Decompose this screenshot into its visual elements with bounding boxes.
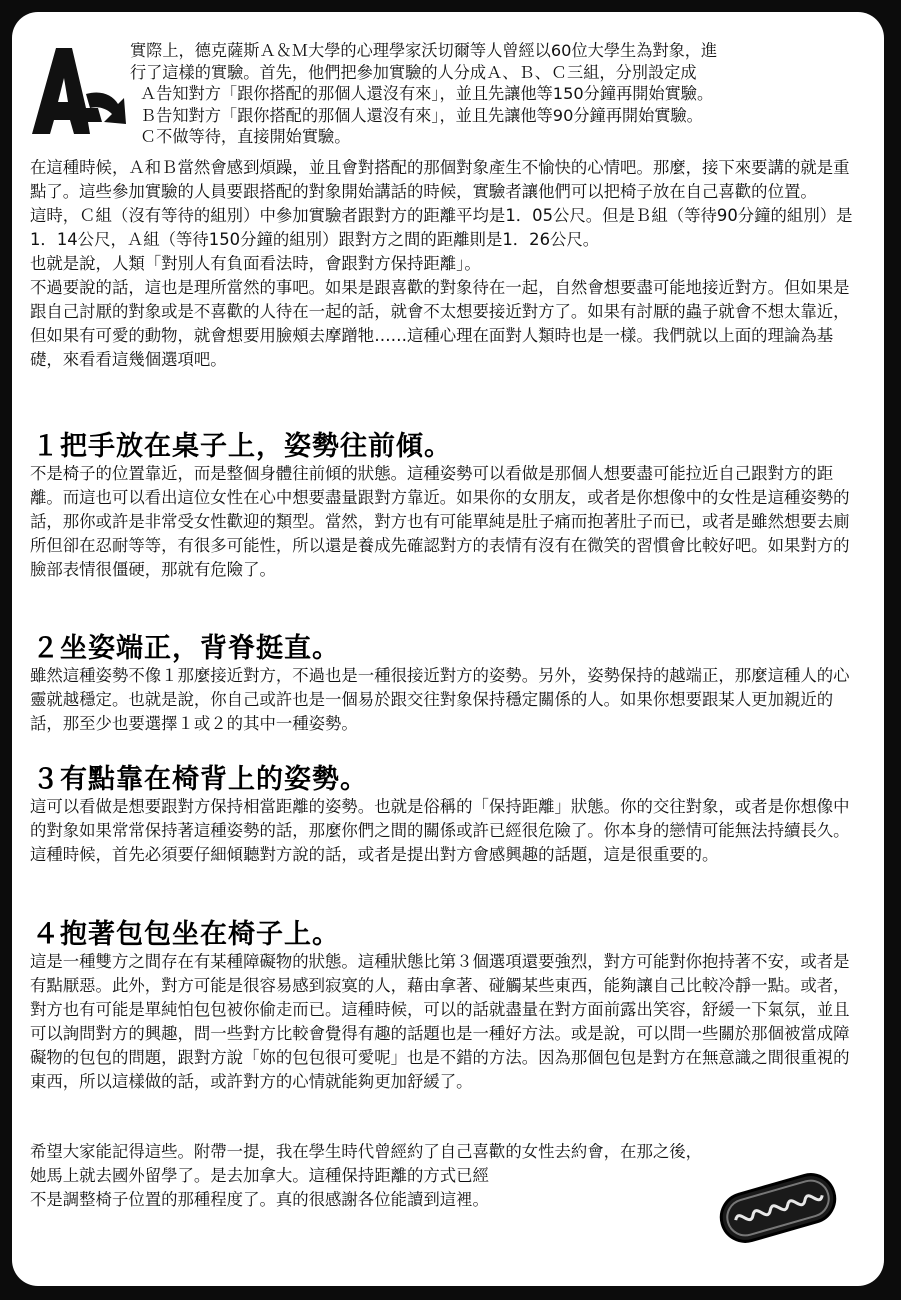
- section-text-4: [30, 950, 860, 1094]
- section-text-1: [30, 462, 860, 582]
- intro-line: Ｃ不做等待，直接開始實驗。: [140, 127, 351, 147]
- section-heading-1: １把手放在桌子上，姿勢往前傾。: [32, 431, 452, 462]
- explanation-paragraph: 不過要說的話，這也是理所當然的事吧。如果是跟喜歡的對象待在一起，自然會想要盡可能地接近對方。但如果是跟自己討厭的對象或是不喜歡的人待在一起的話，就會不太想要接近對方了。如果有討厭的蟲子就會不想太靠近，但如果有可愛的動物，就會想要用臉頰去摩蹭牠……這種心理在面對人類時也是一樣。我們就以上面的理論為基礎，來看看這幾個選項吧。: [30, 278, 850, 369]
- closing-line: 她馬上就去國外留學了。是去加拿大。這種保持距離的方式已經: [30, 1166, 489, 1185]
- answer-a-icon: [26, 42, 132, 140]
- section-text-3: [30, 795, 860, 867]
- document-page: [12, 12, 884, 1286]
- section-text-2: [30, 664, 860, 736]
- intro-line: 實際上，德克薩斯Ａ＆Ｍ大學的心理學家沃切爾等人曾經以60位大學生為對象，進: [130, 41, 718, 60]
- intro-paragraph: [130, 40, 860, 148]
- intro-line: Ｂ告知對方「跟你搭配的那個人還沒有來」，並且先讓他等90分鐘再開始實驗。: [140, 105, 703, 125]
- closing-paragraph: [30, 1140, 720, 1212]
- explanation-block: [30, 156, 860, 372]
- intro-line: Ａ告知對方「跟你搭配的那個人還沒有來」，並且先讓他等150分鐘再開始實驗。: [140, 84, 714, 104]
- explanation-paragraph: 這時，Ｃ組（沒有等待的組別）中參加實驗者跟對方的距離平均是1．05公尺。但是Ｂ組（等待90分鐘的組別）是1．14公尺，Ａ組（等待150分鐘的組別）跟對方之間的距離則是1．26公尺。: [30, 206, 853, 249]
- intro-line: 行了這樣的實驗。首先，他們把參加實驗的人分成Ａ、Ｂ、Ｃ三組，分別設定成: [130, 62, 697, 82]
- closing-line: 不是調整椅子位置的那種程度了。真的很感謝各位能讀到這裡。: [30, 1190, 489, 1209]
- section-paragraph: 這可以看做是想要跟對方保持相當距離的姿勢。也就是俗稱的「保持距離」狀態。你的交往對象，或者是你想像中的對象如果常常保持著這種姿勢的話，那麼你們之間的關係或許已經很危險了。你本身的戀情可能無法持續長久。這種時候，首先必須要仔細傾聽對方說的話，或者是提出對方會感興趣的話題，這是很重要的。: [30, 797, 850, 864]
- section-heading-2: ２坐姿端正，背脊挺直。: [32, 633, 340, 664]
- explanation-paragraph: 在這種時候，Ａ和Ｂ當然會感到煩躁，並且會對搭配的那個對象產生不愉快的心情吧。那麼，接下來要講的就是重點了。這些參加實驗的人員要跟搭配的對象開始講話的時候，實驗者讓他們可以把椅子放在自己喜歡的位置。: [30, 158, 850, 201]
- capsule-badge-icon: [714, 1164, 842, 1252]
- section-heading-4: ４抱著包包坐在椅子上。: [32, 919, 340, 950]
- closing-line: 希望大家能記得這些。附帶一提，我在學生時代曾經約了自己喜歡的女性去約會，在那之後，: [30, 1142, 703, 1161]
- section-heading-3: ３有點靠在椅背上的姿勢。: [32, 764, 368, 795]
- explanation-paragraph: 也就是說，人類「對別人有負面看法時，會跟對方保持距離」。: [30, 254, 481, 273]
- section-paragraph: 雖然這種姿勢不像１那麼接近對方，不過也是一種很接近對方的姿勢。另外，姿勢保持的越端正，那麼這種人的心靈就越穩定。也就是說，你自己或許也是一個易於跟交往對象保持穩定關係的人。如果你想要跟某人更加親近的話，那至少也要選擇１或２的其中一種姿勢。: [30, 666, 850, 733]
- section-paragraph: 不是椅子的位置靠近，而是整個身體往前傾的狀態。這種姿勢可以看做是那個人想要盡可能拉近自己跟對方的距離。而這也可以看出這位女性在心中想要盡量跟對方靠近。如果你的女朋友，或者是你想像中的女性是這種姿勢的話，那你或許是非常受女性歡迎的類型。當然，對方也有可能單純是肚子痛而抱著肚子而已，或者是雖然想要去廁所但卻在忍耐等等，有很多可能性，所以還是養成先確認對方的表情有沒有在微笑的習慣會比較好吧。如果對方的臉部表情很僵硬，那就有危險了。: [30, 464, 850, 579]
- section-paragraph: 這是一種雙方之間存在有某種障礙物的狀態。這種狀態比第３個選項還要強烈，對方可能對你抱持著不安，或者是有點厭惡。此外，對方可能是很容易感到寂寞的人，藉由拿著、碰觸某些東西，能夠讓自己比較冷靜一點。或者，對方也有可能是單純怕包包被你偷走而已。這種時候，可以的話就盡量在對方面前露出笑容，舒緩一下氣氛，並且可以詢問對方的興趣，問一些對方比較會覺得有趣的話題也是一種好方法。或是說，可以問一些關於那個被當成障礙物的包包的問題，跟對方說「妳的包包很可愛呢」也是不錯的方法。因為那個包包是對方在無意識之間很重視的東西，所以這樣做的話，或許對方的心情就能夠更加舒緩了。: [30, 952, 850, 1091]
